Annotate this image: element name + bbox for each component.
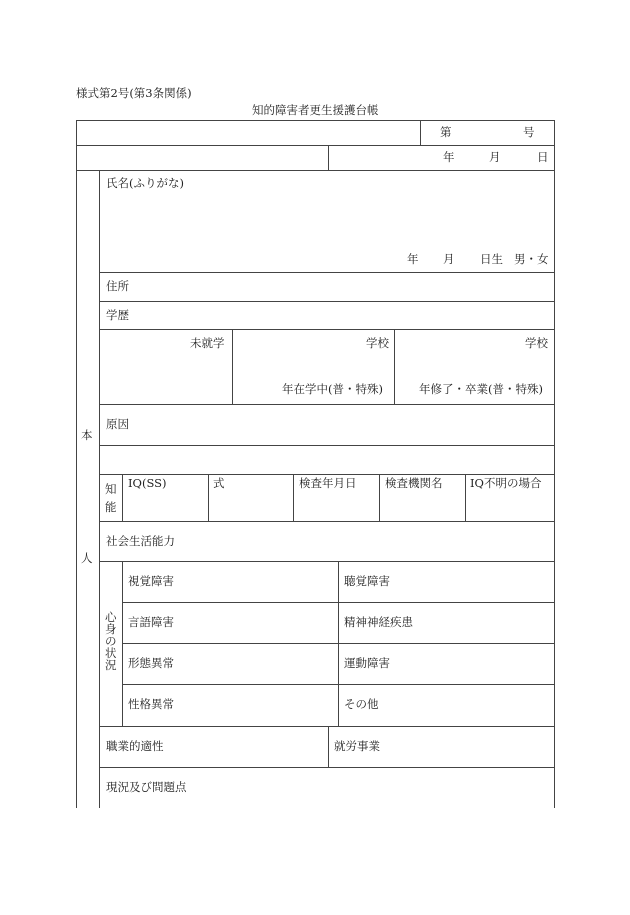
row-divider (99, 272, 555, 273)
row-divider (99, 521, 555, 522)
speech-impairment: 言語障害 (128, 615, 174, 629)
condition-char-5: 況 (105, 658, 117, 672)
graduated: 年修了・卒業(普・特殊) (419, 382, 543, 396)
number-dai: 第 (440, 125, 452, 139)
form-abnormality: 形態異常 (128, 656, 174, 670)
exam-date-header: 検査年月日 (299, 476, 357, 490)
cause-label: 原因 (106, 417, 129, 431)
date-year: 年 (443, 150, 455, 164)
formula-header: 式 (213, 476, 225, 490)
intel-divider-2 (208, 474, 209, 521)
condition-char-3: の (105, 634, 117, 648)
motor-impairment: 運動障害 (344, 656, 390, 670)
vocation-divider (328, 726, 329, 767)
row-divider (76, 145, 555, 146)
employment-project: 就労事業 (334, 739, 380, 753)
date-cell-divider (328, 145, 329, 170)
address-label: 住所 (106, 279, 129, 293)
side-label-nin: 人 (81, 551, 93, 565)
education-divider-2 (394, 329, 395, 404)
table-border-top (76, 120, 555, 121)
birth-year: 年 (407, 252, 419, 266)
table-border-left (76, 120, 77, 808)
intel-divider-1 (122, 474, 123, 521)
sex-options: 男・女 (514, 252, 549, 266)
row-divider (99, 561, 555, 562)
row-divider (99, 329, 555, 330)
row-divider (99, 301, 555, 302)
visual-impairment: 視覚障害 (128, 574, 174, 588)
birth-month: 月 (443, 252, 455, 266)
mental-disorder: 精神神経疾患 (344, 615, 413, 629)
date-month: 月 (489, 150, 501, 164)
school-2: 学校 (525, 336, 548, 350)
exam-org-header: 検査機関名 (385, 476, 443, 490)
other-condition: その他 (344, 697, 379, 711)
personality-abnormality: 性格異常 (128, 697, 174, 711)
row-divider (99, 726, 555, 727)
intel-divider-3 (293, 474, 294, 521)
condition-char-2: 身 (105, 622, 117, 636)
education-label: 学歴 (106, 308, 129, 322)
row-divider (122, 602, 555, 603)
side-column-divider (99, 170, 100, 808)
row-divider (99, 474, 555, 475)
iq-header: IQ(SS) (128, 476, 167, 490)
social-label: 社会生活能力 (106, 534, 175, 548)
page-title: 知的障害者更生援護台帳 (252, 103, 379, 117)
birth-day: 日生 (480, 252, 503, 266)
row-divider (122, 643, 555, 644)
condition-char-1: 心 (105, 610, 117, 624)
vocational-aptitude: 職業的適性 (106, 739, 164, 753)
number-go: 号 (523, 125, 535, 139)
form-number: 様式第2号(第3条関係) (76, 86, 192, 100)
school-1: 学校 (366, 336, 389, 350)
side-label-hon: 本 (81, 428, 93, 442)
intel-label-1: 知 (105, 482, 117, 496)
in-school: 年在学中(普・特殊) (282, 382, 383, 396)
education-divider-1 (232, 329, 233, 404)
hearing-impairment: 聴覚障害 (344, 574, 390, 588)
intel-divider-5 (465, 474, 466, 521)
iq-unknown-header: IQ不明の場合 (470, 476, 542, 490)
not-enrolled: 未就学 (190, 336, 225, 350)
intel-divider-4 (379, 474, 380, 521)
row-divider (99, 404, 555, 405)
condition-char-4: 状 (105, 646, 117, 660)
row-divider (99, 767, 555, 768)
date-day: 日 (537, 150, 549, 164)
name-label: 氏名(ふりがな) (106, 176, 184, 190)
row-divider (99, 445, 555, 446)
number-cell-divider (420, 120, 421, 145)
row-divider (76, 170, 555, 171)
row-divider (122, 684, 555, 685)
table-border-right (554, 120, 555, 808)
status-label: 現況及び問題点 (106, 780, 187, 794)
intel-label-2: 能 (105, 500, 117, 514)
